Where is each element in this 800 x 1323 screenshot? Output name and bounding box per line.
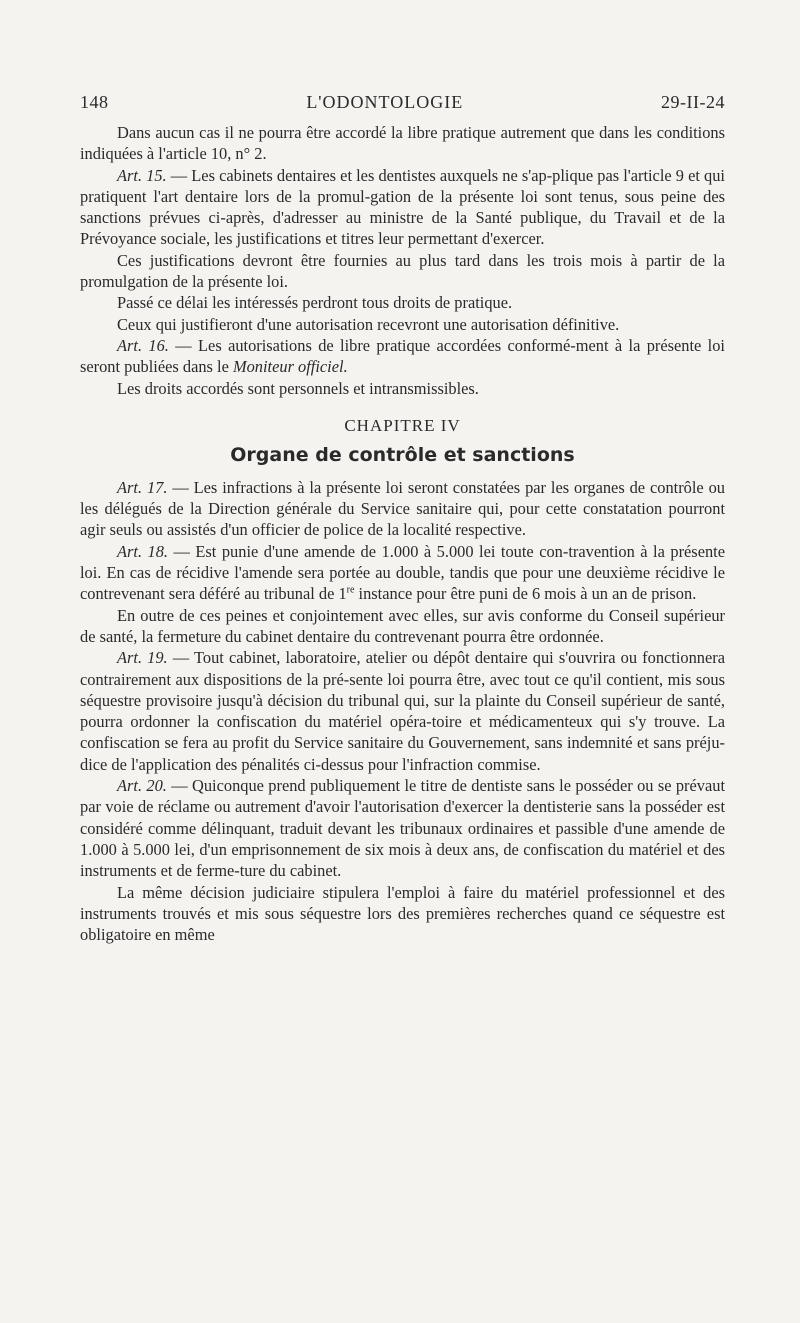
article-number: Art. 19.	[117, 648, 168, 668]
paragraph	[80, 541, 725, 605]
paragraph	[80, 477, 725, 541]
paragraph	[80, 292, 725, 313]
paragraph-text: — Tout cabinet, laboratoire, atelier ou dépôt dentaire qui s'ouvrira ou fonctionnera contrairement aux dispositions de la pré-sente loi pourra être, avec tout ce qu'il contient, mis sous séquestre provisoire jusqu'à décision du tribunal qui, sur la plainte du Conseil supérieur de santé, pourra ordonner la confiscation du matériel opéra-toire et médicamenteux qui s'y trouve. La confiscation se fera au profit du Service sanitaire du Gouvernement, sans indemnité et sans préju-dice de l'application des pénalités ci-dessus pour l'infraction commise.	[80, 648, 725, 774]
page-number: 148	[80, 92, 109, 112]
superscript: re	[346, 584, 355, 596]
paragraph	[80, 378, 725, 399]
paragraph-text: — Les autorisations de libre pratique accordées conformé-ment à la présente loi seront publiées dans le	[80, 335, 725, 377]
paragraph-text: Dans aucun cas il ne pourra être accordé la libre pratique autrement que dans les conditions indiquées à l'article 10, n° 2.	[80, 123, 725, 164]
paragraph	[80, 882, 725, 946]
paragraph-text: — Les infractions à la présente loi seront constatées par les organes de contrôle ou les délégués de la Direction générale du Service sanitaire qui, pour cette constatation pourront agir seuls ou assistés d'un officier de police de la localité respective.	[80, 477, 725, 540]
chapter-heading: CHAPITRE IV	[344, 415, 461, 435]
paragraph-text: Les droits accordés sont personnels et intransmissibles.	[117, 378, 479, 398]
paragraph-text: En outre de ces peines et conjointement avec elles, sur avis conforme du Conseil supérieur de santé, la fermeture du cabinet dentaire du contrevenant pourra être ordonnée.	[80, 605, 725, 646]
publication-name: Moniteur officiel.	[232, 357, 348, 377]
article-number: Art. 16.	[117, 335, 169, 355]
paragraph-text: Passé ce délai les intéressés perdront tous droits de pratique.	[117, 293, 513, 313]
paragraph	[80, 647, 725, 775]
paragraph	[80, 775, 725, 881]
article-number: Art. 20.	[117, 776, 167, 796]
article-number: Art. 17.	[117, 477, 168, 497]
document-page	[80, 92, 725, 945]
paragraph	[80, 335, 725, 378]
paragraph	[80, 165, 725, 250]
paragraph-text: La même décision judiciaire stipulera l'emploi à faire du matériel professionnel et des instruments trouvés et mis sous séquestre lors des premières recherches quand ce séquestre est obligatoire en même	[80, 882, 725, 945]
article-number: Art. 18.	[117, 541, 169, 561]
journal-title: L'ODONTOLOGIE	[306, 92, 464, 112]
paragraph-text: — Est punie d'une amende de 1.000 à 5.000 lei toute con-travention à la présente loi. En cas de récidive l'amende sera portée au double, tandis que pour une deuxième récidive le contrevenant sera déféré au tribunal de 1	[80, 541, 725, 604]
paragraph-text: Ceux qui justifieront d'une autorisation recevront une autorisation définitive.	[117, 314, 620, 334]
chapter-subtitle: Organe de contrôle et sanctions	[230, 443, 575, 466]
paragraph	[80, 314, 725, 335]
paragraphs-top	[80, 122, 725, 399]
paragraphs-bottom	[80, 477, 725, 946]
paragraph-tail: instance pour être puni de 6 mois à un an de prison.	[354, 584, 697, 604]
paragraph-text: Ces justifications devront être fournies au plus tard dans les trois mois à partir de la promulgation de la présente loi.	[80, 250, 725, 292]
paragraph	[80, 250, 725, 293]
paragraph-text: — Quiconque prend publiquement le titre de dentiste sans le posséder ou se prévaut par voie de réclame ou autrement d'avoir l'autorisation d'exercer la dentisterie sans la posséder est considéré comme délinquant, traduit devant les tribunaux ordinaires et passible d'une amende de 1.000 à 5.000 lei, d'un emprisonnement de six mois à deux ans, de confiscation du matériel et des instruments et de ferme-ture du cabinet.	[80, 776, 725, 881]
issue-date: 29-II-24	[661, 92, 725, 112]
paragraph	[80, 122, 725, 165]
article-body	[80, 122, 725, 945]
article-number: Art. 15.	[117, 165, 167, 185]
running-header	[80, 92, 725, 118]
paragraph	[80, 605, 725, 648]
paragraph-text: — Les cabinets dentaires et les dentistes auxquels ne s'ap-plique pas l'article 9 et qui pratiquent l'art dentaire lors de la promul-gation de la présente loi sont tenus, sous peine des sanctions prévues ci-après, d'adresser au ministre de la Santé publique, du Travail et de la Prévoyance sociale, les justifications et titres leur permettant d'exercer.	[80, 165, 725, 249]
